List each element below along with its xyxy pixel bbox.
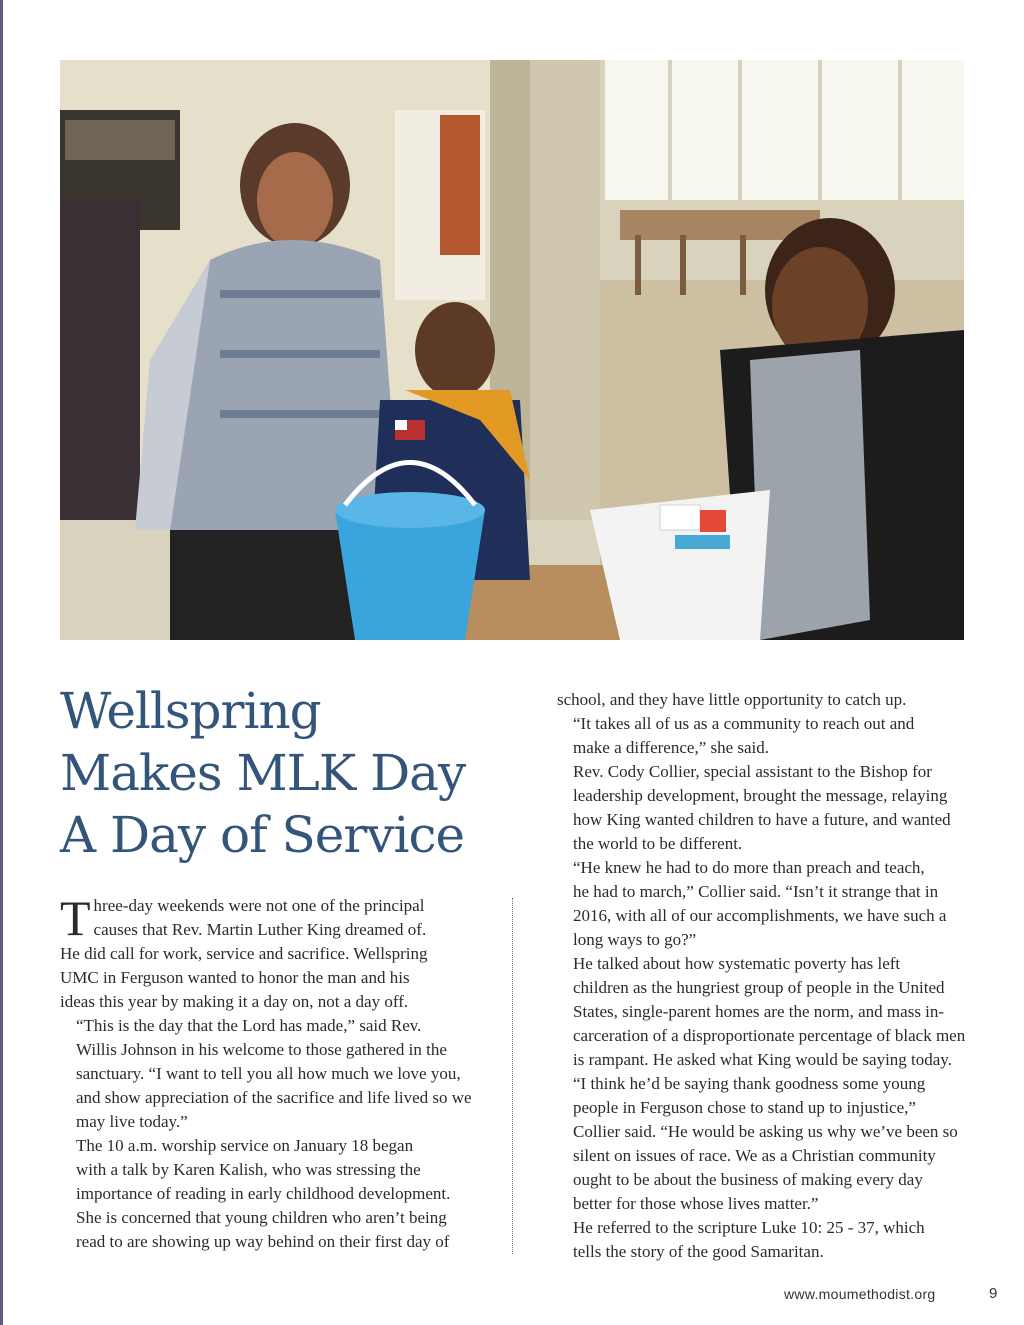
article-paragraph bbox=[60, 1014, 500, 1134]
text-line: read to are showing up way behind on their first day of bbox=[76, 1232, 450, 1251]
text-line: silent on issues of race. We as a Christian community bbox=[573, 1146, 936, 1165]
column-divider bbox=[512, 898, 513, 1254]
text-line: may live today.” bbox=[76, 1112, 188, 1131]
article-column-right bbox=[557, 688, 966, 1264]
text-line: She is concerned that young children who aren’t being bbox=[76, 1208, 447, 1227]
text-line: better for those whose lives matter.” bbox=[573, 1194, 819, 1213]
text-line: the world to be different. bbox=[573, 834, 743, 853]
text-line: ideas this year by making it a day on, not a day off. bbox=[60, 992, 409, 1011]
text-line: ought to be about the business of making every day bbox=[573, 1170, 923, 1189]
text-line: carceration of a disproportionate percentage of black men bbox=[573, 1026, 966, 1045]
text-line: sanctuary. “I want to tell you all how much we love you, bbox=[76, 1064, 461, 1083]
text-line: The 10 a.m. worship service on January 18 began bbox=[76, 1136, 414, 1155]
text-line: people in Ferguson chose to stand up to injustice,” bbox=[573, 1098, 916, 1117]
article-column-left bbox=[60, 890, 500, 1254]
text-line: States, single-parent homes are the norm, and mass in- bbox=[573, 1002, 945, 1021]
text-line: leadership development, brought the message, relaying bbox=[573, 786, 948, 805]
text-line: “It takes all of us as a community to reach out and bbox=[573, 714, 915, 733]
text-line: Collier said. “He would be asking us why we’ve been so bbox=[573, 1122, 958, 1141]
headline-line: A Day of Service bbox=[60, 806, 465, 864]
text-line: He did call for work, service and sacrifice. Wellspring bbox=[60, 944, 428, 963]
article-headline bbox=[60, 680, 520, 866]
text-line: “I think he’d be saying thank goodness some young bbox=[573, 1074, 926, 1093]
text-line: “This is the day that the Lord has made,” said Rev. bbox=[76, 1016, 422, 1035]
text-line: 2016, with all of our accomplishments, we have such a bbox=[573, 906, 947, 925]
text-line: Willis Johnson in his welcome to those gathered in the bbox=[76, 1040, 447, 1059]
headline-line: Wellspring bbox=[60, 682, 321, 740]
text-line: Rev. Cody Collier, special assistant to the Bishop for bbox=[573, 762, 932, 781]
text-line: tells the story of the good Samaritan. bbox=[573, 1242, 824, 1261]
text-line: is rampant. He asked what King would be saying today. bbox=[573, 1050, 952, 1069]
footer-website-link[interactable]: www.moumethodist.org bbox=[784, 1286, 936, 1302]
text-line: and show appreciation of the sacrifice and life lived so we bbox=[76, 1088, 472, 1107]
headline-line: Makes MLK Day bbox=[60, 744, 466, 802]
article-paragraph bbox=[557, 760, 962, 856]
article-paragraph bbox=[557, 712, 962, 760]
text-line: He talked about how systematic poverty has left bbox=[573, 954, 901, 973]
text-line: make a difference,” she said. bbox=[573, 738, 770, 757]
text-line: with a talk by Karen Kalish, who was stressing the bbox=[76, 1160, 421, 1179]
text-line: hree-day weekends were not one of the principal bbox=[93, 896, 425, 915]
text-line: school, and they have little opportunity to catch up. bbox=[557, 690, 907, 709]
text-line: importance of reading in early childhood development. bbox=[76, 1184, 451, 1203]
article-paragraph bbox=[60, 890, 500, 1014]
article-paragraph bbox=[60, 1134, 500, 1254]
article-photo bbox=[60, 60, 964, 640]
text-line: UMC in Ferguson wanted to honor the man and his bbox=[60, 968, 410, 987]
article-paragraph bbox=[557, 688, 962, 712]
text-line: “He knew he had to do more than preach and teach, bbox=[573, 858, 925, 877]
text-line: long ways to go?” bbox=[573, 930, 697, 949]
drop-cap: T bbox=[60, 890, 91, 946]
text-line: children as the hungriest group of people in the United bbox=[573, 978, 945, 997]
text-line: causes that Rev. Martin Luther King dreamed of. bbox=[93, 920, 427, 939]
article-paragraph bbox=[557, 856, 962, 952]
article-paragraph bbox=[557, 1072, 962, 1216]
page-number: 9 bbox=[989, 1285, 998, 1302]
text-line: how King wanted children to have a future, and wanted bbox=[573, 810, 951, 829]
text-line: He referred to the scripture Luke 10: 25 - 37, which bbox=[573, 1218, 925, 1237]
article-paragraph bbox=[557, 952, 966, 1072]
page-spine-edge bbox=[0, 0, 3, 1325]
text-line: he had to march,” Collier said. “Isn’t it strange that in bbox=[573, 882, 939, 901]
article-paragraph bbox=[557, 1216, 962, 1264]
